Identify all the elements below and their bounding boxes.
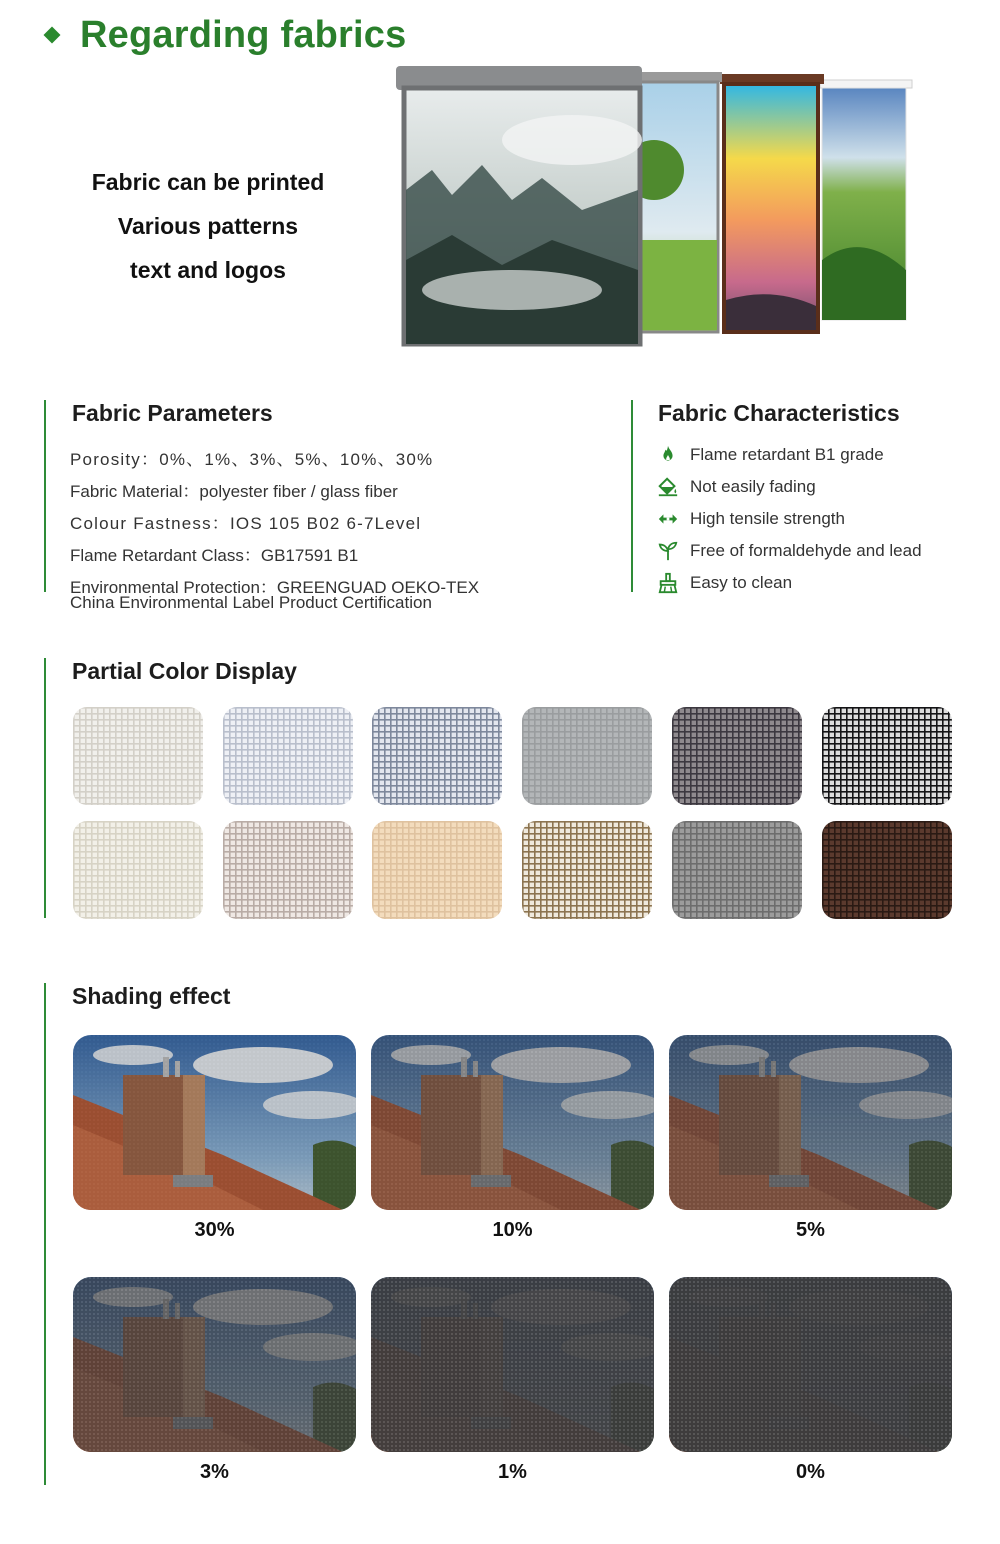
- section-title: Shading effect: [72, 983, 231, 1009]
- shading-percent-label: 0%: [796, 1461, 825, 1483]
- paint-bucket-icon: [657, 476, 679, 498]
- hero-line: Fabric can be printed: [91, 169, 325, 195]
- double-arrow-icon: [657, 508, 679, 530]
- characteristic-label: Easy to clean: [690, 573, 793, 592]
- fabric-swatch: [372, 821, 502, 919]
- characteristic-item: [657, 475, 816, 499]
- param-colour-fastness: Colour Fastness：IOS 105 B02 6-7Level: [70, 514, 422, 533]
- section-title: Fabric Parameters: [72, 400, 273, 426]
- section-title: Fabric Characteristics: [658, 400, 900, 426]
- characteristic-item: [657, 539, 922, 563]
- param-flame-class: Flame Retardant Class：GB17591 B1: [70, 546, 359, 565]
- sprout-icon: [657, 540, 679, 562]
- hero-line: text and logos: [130, 257, 286, 283]
- hero-text: [40, 160, 376, 292]
- shading-photo: [73, 1277, 356, 1452]
- diamond-bullet-icon: [44, 27, 61, 44]
- characteristic-item: [657, 443, 884, 467]
- fabric-swatch: [522, 821, 652, 919]
- page-header: [40, 10, 406, 60]
- param-certification: China Environmental Label Product Certification: [70, 593, 432, 612]
- characteristic-label: High tensile strength: [690, 509, 845, 528]
- roller-blinds-image: [392, 60, 922, 350]
- shading-photo: [371, 1035, 654, 1210]
- shading-effect-section: [44, 983, 964, 1485]
- shading-photo: [669, 1035, 952, 1210]
- shading-percent-label: 30%: [194, 1219, 235, 1241]
- fabric-characteristics-section: [631, 400, 971, 592]
- characteristic-item: [657, 507, 845, 531]
- flame-icon: [657, 444, 679, 466]
- cleaning-icon: [657, 572, 679, 594]
- param-material: Fabric Material：polyester fiber / glass fiber: [70, 482, 398, 501]
- fabric-swatch: [372, 707, 502, 805]
- shading-percent-label: 1%: [498, 1461, 527, 1483]
- fabric-parameters-section: [44, 400, 604, 612]
- param-porosity: Porosity：0%、1%、3%、5%、10%、30%: [70, 450, 434, 469]
- fabric-swatch: [223, 707, 353, 805]
- fabric-swatch: [522, 707, 652, 805]
- shading-percent-label: 10%: [492, 1219, 533, 1241]
- fabric-swatch: [672, 821, 802, 919]
- characteristic-label: Free of formaldehyde and lead: [690, 541, 922, 560]
- hero-line: Various patterns: [117, 213, 299, 239]
- shading-percent-label: 3%: [200, 1461, 229, 1483]
- fabric-swatch: [73, 707, 203, 805]
- characteristic-label: Not easily fading: [690, 477, 816, 496]
- shading-percent-label: 5%: [796, 1219, 825, 1241]
- fabric-swatch: [822, 821, 952, 919]
- fabric-swatch: [822, 707, 952, 805]
- section-title: Partial Color Display: [72, 658, 297, 684]
- color-display-section: [44, 658, 964, 918]
- fabric-swatch: [73, 821, 203, 919]
- fabric-swatch: [672, 707, 802, 805]
- param-environmental: Environmental Protection：GREENGUAD OEKO-TEX: [70, 578, 480, 597]
- characteristic-item: [657, 571, 792, 595]
- characteristic-label: Flame retardant B1 grade: [690, 445, 884, 464]
- shading-photo: [73, 1035, 356, 1210]
- shading-photo: [371, 1277, 654, 1452]
- page-title: Regarding fabrics: [80, 13, 407, 56]
- shading-photo: [669, 1277, 952, 1452]
- fabric-swatch: [223, 821, 353, 919]
